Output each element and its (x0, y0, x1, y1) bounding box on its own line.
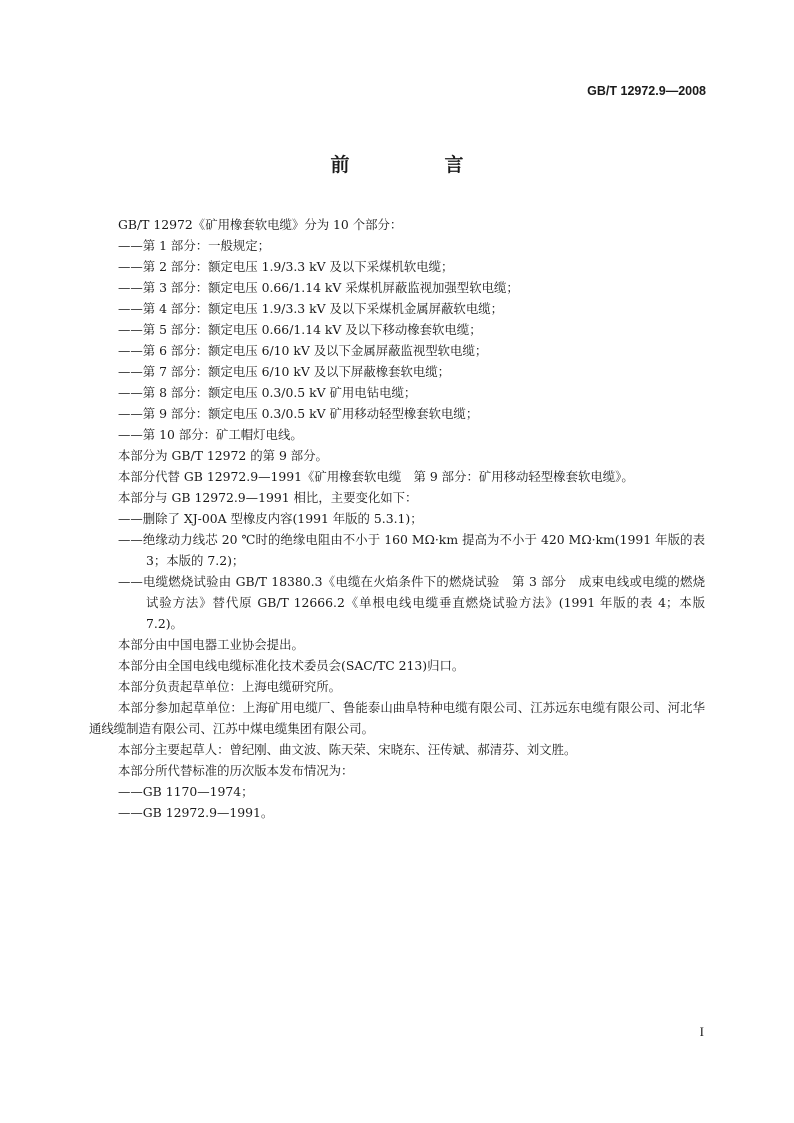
paragraph: 本部分为 GB/T 12972 的第 9 部分。 (118, 448, 328, 463)
page-title: 前 言 (330, 154, 502, 176)
list-item: ——第 4 部分：额定电压 1.9/3.3 kV 及以下采煤机金属屏蔽软电缆； (118, 301, 503, 316)
list-item: ——GB 1170—1974； (118, 784, 254, 799)
list-item: ——第 1 部分：一般规定； (118, 238, 271, 253)
paragraph: 本部分主要起草人：曾纪刚、曲文波、陈天荣、宋晓东、汪传斌、郝清芬、刘文胜。 (118, 742, 577, 757)
list-item: ——GB 12972.9—1991。 (118, 805, 274, 820)
foreword-body (89, 214, 705, 823)
standard-number: GB/T 12972.9—2008 (587, 84, 706, 98)
paragraph: 本部分代替 GB 12972.9—1991《矿用橡套软电缆 第 9 部分：矿用移动轻型橡套软电缆》。 (118, 469, 634, 484)
list-item: ——第 8 部分：额定电压 0.3/0.5 kV 矿用电钻电缆； (118, 385, 417, 400)
list-item: ——第 7 部分：额定电压 6/10 kV 及以下屏蔽橡套软电缆； (118, 364, 451, 379)
list-item: ——删除了 XJ-00A 型橡皮内容(1991 年版的 5.3.1)； (118, 511, 423, 526)
paragraph: 本部分由全国电线电缆标准化技术委员会(SAC/TC 213)归口。 (118, 658, 465, 673)
paragraph: 本部分与 GB 12972.9—1991 相比，主要变化如下： (118, 490, 418, 505)
list-item: ——第 10 部分：矿工帽灯电线。 (118, 427, 303, 442)
paragraph: GB/T 12972《矿用橡套软电缆》分为 10 个部分： (118, 217, 403, 232)
list-item: ——绝缘动力线芯 20 ℃时的绝缘电阻由不小于 160 MΩ·km 提高为不小于 420 MΩ·km(1991 年版的表 3；本版的 7.2)； (118, 532, 705, 568)
list-item: ——第 3 部分：额定电压 0.66/1.14 kV 采煤机屏蔽监视加强型软电缆； (118, 280, 519, 295)
paragraph: 本部分由中国电器工业协会提出。 (118, 637, 304, 652)
list-item: ——第 6 部分：额定电压 6/10 kV 及以下金属屏蔽监视型软电缆； (118, 343, 488, 358)
paragraph: 本部分参加起草单位：上海矿用电缆厂、鲁能泰山曲阜特种电缆有限公司、江苏远东电缆有限公司、河北华通线缆制造有限公司、江苏中煤电缆集团有限公司。 (89, 700, 705, 736)
paragraph: 本部分负责起草单位：上海电缆研究所。 (118, 679, 342, 694)
list-item: ——第 2 部分：额定电压 1.9/3.3 kV 及以下采煤机软电缆； (118, 259, 454, 274)
list-item: ——第 9 部分：额定电压 0.3/0.5 kV 矿用移动轻型橡套软电缆； (118, 406, 479, 421)
list-item: ——电缆燃烧试验由 GB/T 18380.3《电缆在火焰条件下的燃烧试验 第 3 部分 成束电线或电缆的燃烧试验方法》替代原 GB/T 12666.2《单根电线电缆垂直燃烧试验方法》(1991 年版的表 4；本版 7.2)。 (118, 574, 705, 631)
page-number: I (699, 1024, 704, 1039)
paragraph: 本部分所代替标准的历次版本发布情况为： (118, 763, 354, 778)
list-item: ——第 5 部分：额定电压 0.66/1.14 kV 及以下移动橡套软电缆； (118, 322, 482, 337)
